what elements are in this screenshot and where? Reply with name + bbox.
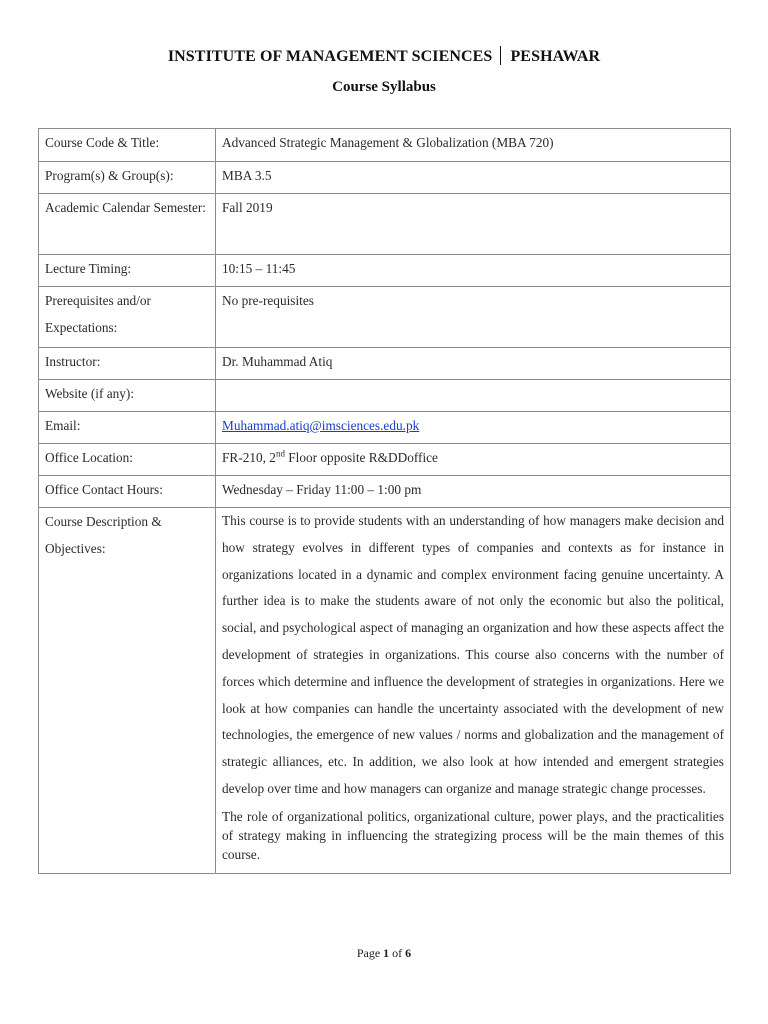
of-word: of [392,946,403,960]
office-location-rest: Floor opposite R&DDoffice [284,450,438,465]
row-value [216,508,731,874]
document-title: Course Syllabus [332,79,436,95]
page-footer [0,946,768,961]
row-value: MBA 3.5 [216,162,731,194]
row-value: Wednesday – Friday 11:00 – 1:00 pm [216,476,731,508]
current-page-number: 1 [383,946,390,960]
description-paragraph: This course is to provide students with an understanding of how managers make decision and how strategy evolves in different types of companies and contexts as for instance in organizations located in a dynamic and complex environment facing genuine uncertainty. A further idea is to make the students aware of not only the economic but also the political, social, and psychological aspect of managing an organization and how these aspects affect the development of strategies in organizations. This course also concerns with the number of forces which determine and influence the development of strategies in organizations. Here we look at how companies can handle the uncertainty associated with the development of new technologies, the emergence of new values / norms and globalization and the management of strategic alliances, etc. In addition, we also look at how intended and emergent strategies develop over time and how managers can organize and manage strategic change processes. [222,513,724,796]
row-value: 10:15 – 11:45 [216,255,731,287]
row-label: Website (if any): [39,380,216,412]
table-row [39,348,731,380]
row-value [216,380,731,412]
table-row [39,380,731,412]
row-value: Dr. Muhammad Atiq [216,348,731,380]
table-row [39,508,731,874]
table-row [39,162,731,194]
row-label: Course Description & Objectives: [39,508,216,874]
row-label: Course Code & Title: [39,129,216,162]
table-row [39,194,731,255]
description-paragraph: The role of organizational politics, organizational culture, power plays, and the practicalities of strategy making in influencing the strategizing process will be the main themes of this course. [222,808,724,862]
row-label: Program(s) & Group(s): [39,162,216,194]
institute-heading [0,46,768,66]
email-link[interactable]: Muhammad.atiq@imsciences.edu.pk [222,418,420,433]
table-row [39,287,731,348]
heading-separator [500,46,501,65]
table-row [39,444,731,476]
ordinal-suffix: nd [275,448,285,459]
row-value: Fall 2019 [216,194,731,255]
institute-city: PESHAWAR [510,48,601,65]
row-label: Email: [39,412,216,444]
institute-name: INSTITUTE OF MANAGEMENT SCIENCES [167,48,493,65]
office-location-part: FR-210, 2 [222,450,276,465]
row-label: Office Location: [39,444,216,476]
table-row [39,412,731,444]
table-row [39,476,731,508]
row-label: Lecture Timing: [39,255,216,287]
row-label: Office Contact Hours: [39,476,216,508]
total-pages-number: 6 [405,946,412,960]
row-label: Instructor: [39,348,216,380]
table-row [39,129,731,162]
table-row [39,255,731,287]
row-value [216,412,731,444]
syllabus-table [38,128,731,874]
page-word: Page [356,946,381,960]
row-value: No pre-requisites [216,287,731,348]
row-value: Advanced Strategic Management & Globalization (MBA 720) [216,129,731,162]
row-value [216,444,731,476]
row-label: Academic Calendar Semester: [39,194,216,255]
row-label: Prerequisites and/or Expectations: [39,287,216,348]
